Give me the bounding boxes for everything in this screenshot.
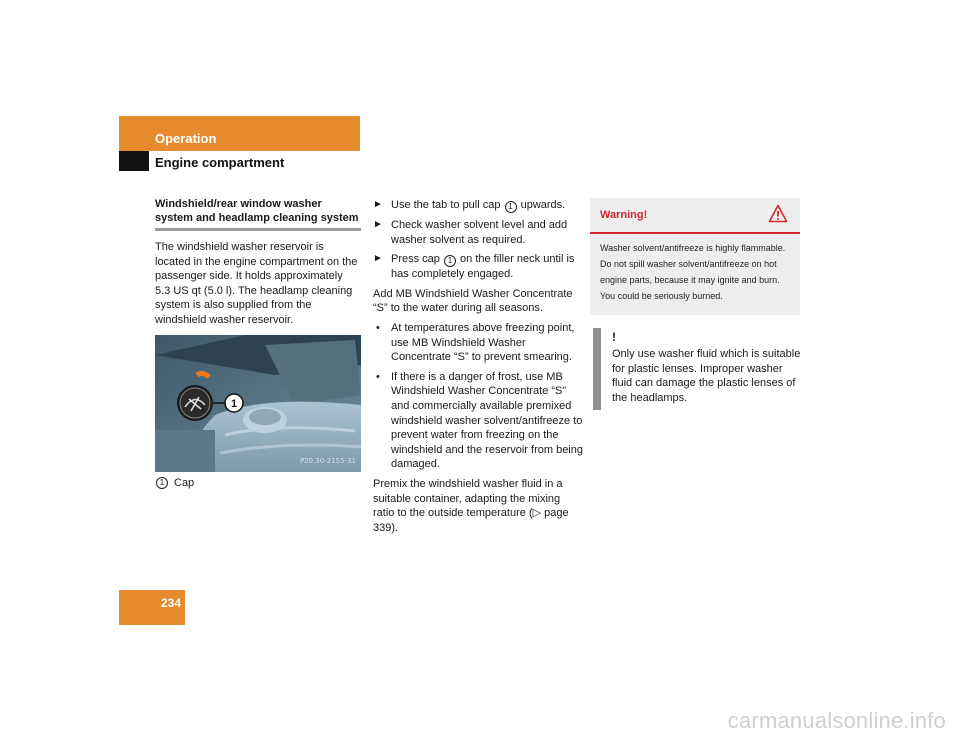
list-item: • If there is a danger of frost, use MB Windshield Washer Concentrate “S” and commercially available premixed windshield washer solvent/antifreeze to prevent water from freezing on the windshield and the reservoir from being damaged. xyxy=(376,370,583,471)
arrow-icon: ► xyxy=(373,199,383,210)
warning-triangle-icon xyxy=(768,204,788,223)
callout-number: 1 xyxy=(156,477,168,489)
header-marker xyxy=(119,151,149,171)
image-code: P20.30-2155-31 xyxy=(299,456,356,465)
warning-header xyxy=(590,198,800,234)
warning-text: Washer solvent/antifreeze is highly flammable. Do not spill washer solvent/antifreeze on hot engine parts, because it may ignite and burn. You could be seriously burned. xyxy=(600,243,786,301)
watermark: carmanualsonline.info xyxy=(727,708,946,733)
middle-column xyxy=(373,198,583,535)
left-column xyxy=(155,198,361,490)
engine-compartment-illustration xyxy=(155,335,361,472)
bullet-icon: • xyxy=(376,370,380,383)
paragraph: Add MB Windshield Washer Concentrate “S” to the water during all seasons. xyxy=(373,287,573,315)
section-heading: Windshield/rear window washer system and headlamp cleaning system xyxy=(155,198,361,231)
figure-caption xyxy=(155,476,361,491)
arrow-icon: ► xyxy=(373,219,383,230)
note-text: Only use washer fluid which is suitable for plastic lenses. Improper washer fluid can damage the plastic lenses of the headlamps. xyxy=(612,348,801,404)
warning-box xyxy=(590,198,800,315)
page-number: 234 xyxy=(160,596,181,610)
caption-label: Cap xyxy=(174,476,195,489)
bullet-icon: • xyxy=(376,321,380,334)
callout-number: 1 xyxy=(444,255,456,267)
arrow-icon: ► xyxy=(373,253,383,265)
note-bar xyxy=(593,328,601,410)
callout-number: 1 xyxy=(505,201,517,213)
image-callout: 1 xyxy=(230,397,238,410)
page-reference[interactable]: (▷ page 339). xyxy=(373,507,569,534)
section-title: Operation xyxy=(155,131,217,146)
instruction-step: ► Press cap 1 on the filler neck until is has completely engaged. xyxy=(373,253,575,281)
instruction-step: ► Use the tab to pull cap 1 upwards. xyxy=(373,199,566,211)
note-box xyxy=(590,328,802,410)
engine-photo xyxy=(155,335,361,472)
page-title: Engine compartment xyxy=(155,155,285,170)
exclamation-icon: ! xyxy=(612,330,616,344)
instruction-step: ► Check washer solvent level and add washer solvent as required. xyxy=(373,219,568,246)
paragraph: Premix the windshield washer fluid in a suitable container, adapting the mixing ratio to the outside temperature (▷ page 339). xyxy=(373,477,569,534)
intro-paragraph: The windshield washer reservoir is located in the engine compartment on the passenger side. It holds approximately 5.3 US qt (5.0 l). The headlamp cleaning system is also supplied from the windshield washer reservoir. xyxy=(155,241,358,326)
list-item: • At temperatures above freezing point, use MB Windshield Washer Concentrate “S” to prevent smearing. xyxy=(376,321,575,364)
warning-title: Warning! xyxy=(600,209,648,221)
